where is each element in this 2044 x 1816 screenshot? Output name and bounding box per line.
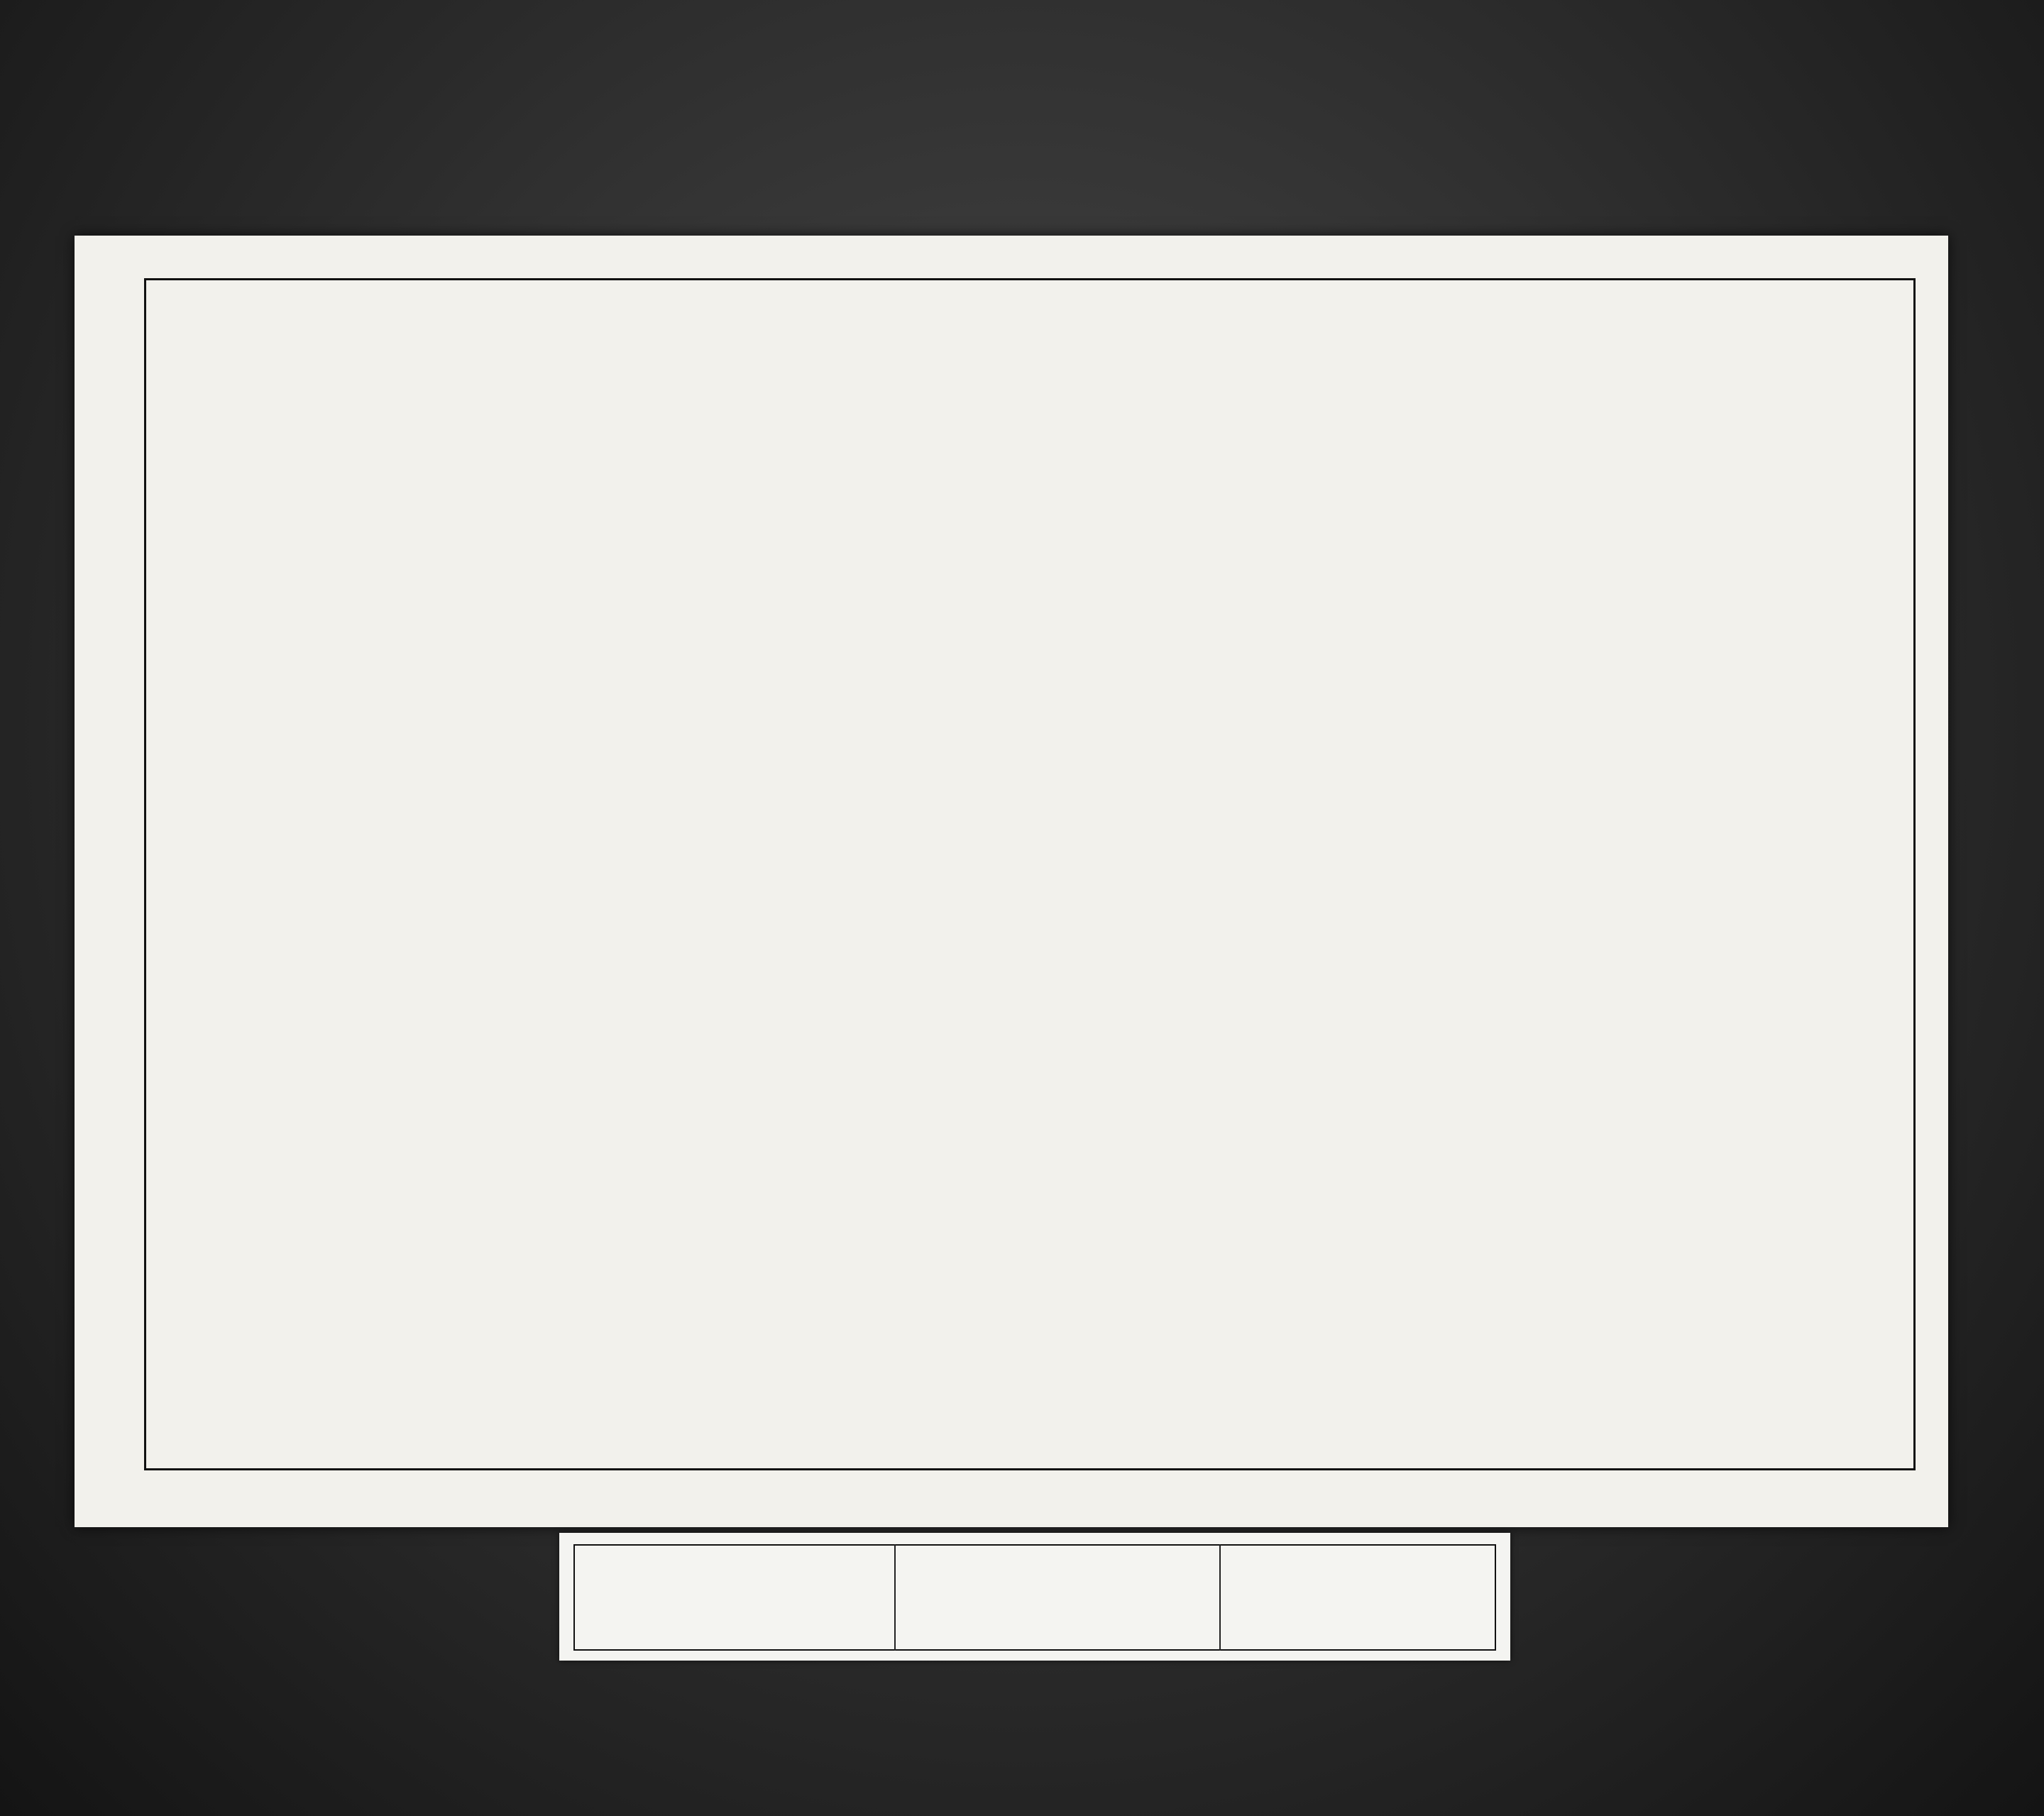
stamp-divider-2 <box>1219 1544 1221 1651</box>
census-frame <box>144 278 1916 1470</box>
census-sheet <box>75 236 1948 1527</box>
record-office-stamp <box>559 1533 1510 1661</box>
stamp-border <box>573 1544 1496 1651</box>
stamp-divider <box>894 1544 896 1651</box>
